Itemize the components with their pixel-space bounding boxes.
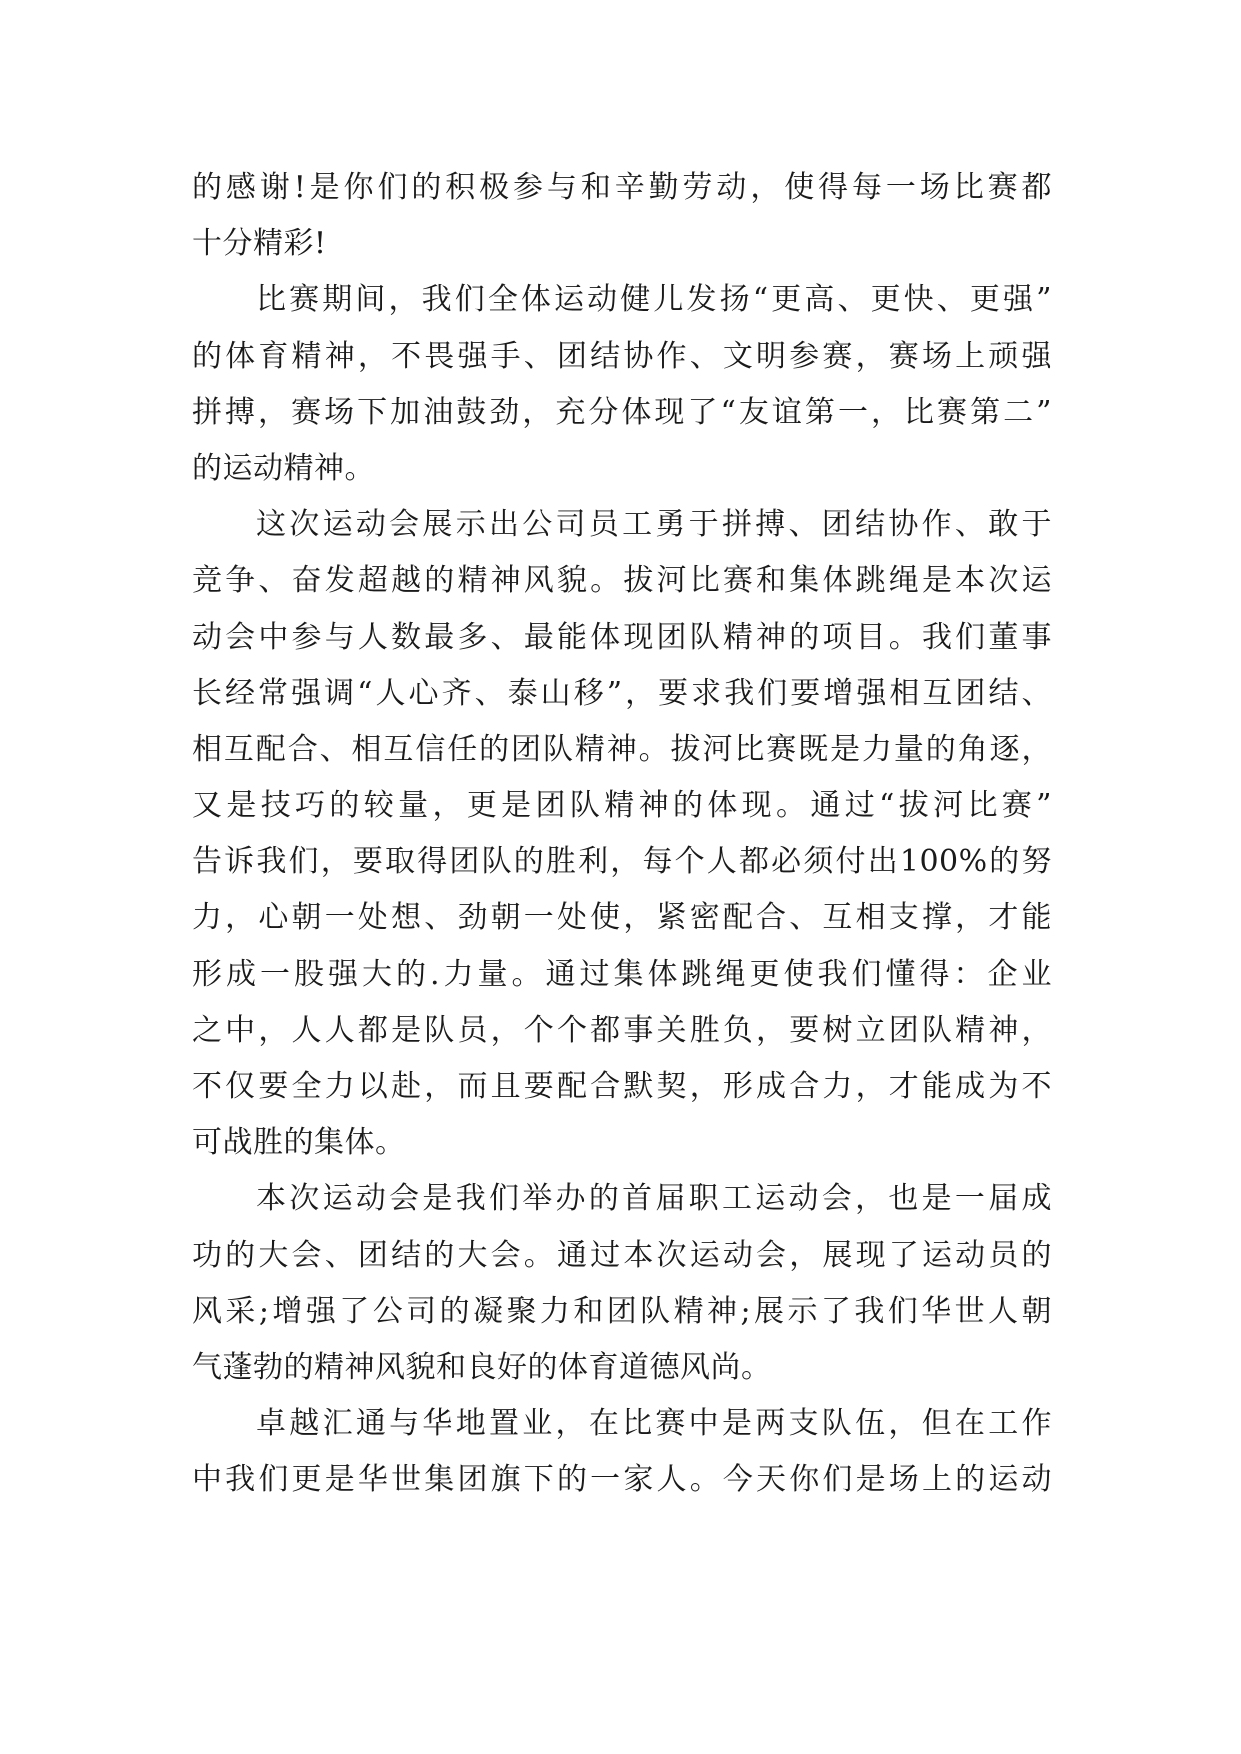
text-line: 的体育精神，不畏强手、团结协作、文明参赛，赛场上顽强 <box>192 338 1052 374</box>
text-line: 动会中参与人数最多、最能体现团队精神的项目。我们董事 <box>192 619 1052 655</box>
text-line: 告诉我们，要取得团队的胜利，每个人都必须付出100%的努 <box>192 844 1052 880</box>
text-line: 拼搏，赛场下加油鼓劲，充分体现了“友谊第一，比赛第二” <box>192 394 1052 430</box>
text-line: 又是技巧的较量，更是团队精神的体现。通过“拔河比赛” <box>192 788 1052 824</box>
text-line: 这次运动会展示出公司员工勇于拼搏、团结协作、敢于 <box>256 507 1052 543</box>
text-line: 本次运动会是我们举办的首届职工运动会，也是一届成 <box>256 1181 1052 1217</box>
text-line: 比赛期间，我们全体运动健儿发扬“更高、更快、更强” <box>256 282 1052 318</box>
text-line: 力，心朝一处想、劲朝一处使，紧密配合、互相支撑，才能 <box>192 900 1052 936</box>
text-line: 风采;增强了公司的凝聚力和团队精神;展示了我们华世人朝 <box>192 1293 1052 1329</box>
paragraph <box>192 497 1052 1171</box>
text-line: 不仅要全力以赴，而且要配合默契，形成合力，才能成为不 <box>192 1069 1052 1104</box>
text-line: 可战胜的集体。 <box>192 1125 406 1161</box>
text-line: 的运动精神。 <box>192 450 375 486</box>
text-line: 相互配合、相互信任的团队精神。拔河比赛既是力量的角逐， <box>192 731 1052 767</box>
text-line: 卓越汇通与华地置业，在比赛中是两支队伍，但在工作 <box>256 1406 1052 1442</box>
text-line: 气蓬勃的精神风貌和良好的体育道德风尚。 <box>192 1349 772 1385</box>
text-line: 中我们更是华世集团旗下的一家人。今天你们是场上的运动 <box>192 1462 1052 1498</box>
text-line: 十分精彩! <box>192 226 327 262</box>
paragraph <box>192 1171 1052 1396</box>
text-line: 长经常强调“人心齐、泰山移”，要求我们要增强相互团结、 <box>192 675 1052 711</box>
text-line: 形成一股强大的.力量。通过集体跳绳更使我们懂得：企业 <box>192 956 1052 992</box>
text-line: 竞争、奋发超越的精神风貌。拔河比赛和集体跳绳是本次运 <box>192 563 1052 599</box>
text-line: 功的大会、团结的大会。通过本次运动会，展现了运动员的 <box>192 1237 1052 1273</box>
paragraph <box>192 1396 1052 1508</box>
paragraph <box>192 160 1052 272</box>
document-body <box>192 160 1052 1509</box>
text-line: 之中，人人都是队员，个个都事关胜负，要树立团队精神， <box>192 1012 1052 1048</box>
text-line: 的感谢!是你们的积极参与和辛勤劳动，使得每一场比赛都 <box>192 170 1052 205</box>
paragraph <box>192 272 1052 497</box>
